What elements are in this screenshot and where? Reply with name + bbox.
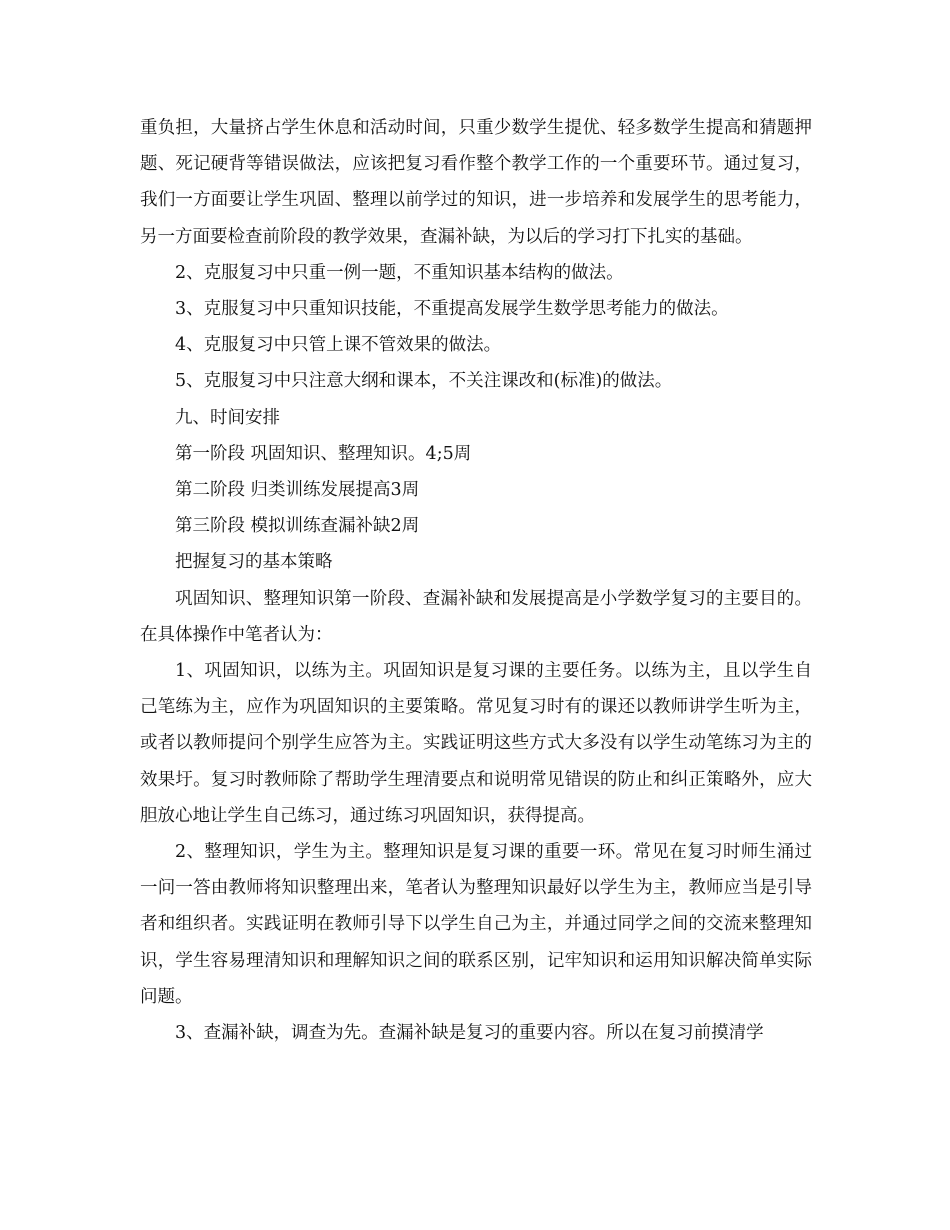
paragraph: 3、查漏补缺，调查为先。查漏补缺是复习的重要内容。所以在复习前摸清学 [175,1023,764,1044]
section-heading: 九、时间安排 [175,407,280,428]
schedule-item: 第二阶段 归类训练发展提高3周 [175,480,420,501]
schedule-item: 第三阶段 模拟训练查漏补缺2周 [175,516,420,537]
paragraph: 重负担，大量挤占学生休息和活动时间，只重少数学生提优、轻多数学生提高和猜题押题、死记硬背等错误做法，应该把复习看作整个教学工作的一个重要环节。通过复习，我们一方面要让学生巩固、整理以前学过的知识，进一步培养和发展学生的思考能力，另一方面要检查前阶段的教学效果，查漏补缺，为以后的学习打下扎实的基础。 [140,118,812,247]
document-body [140,110,812,1051]
paragraph: 5、克服复习中只注意大纲和课本，不关注课改和(标准)的做法。 [175,371,673,392]
paragraph: 2、克服复习中只重一例一题，不重知识基本结构的做法。 [175,262,624,283]
section-heading: 把握复习的基本策略 [175,552,333,573]
paragraph: 4、克服复习中只管上课不管效果的做法。 [175,335,502,356]
paragraph: 3、克服复习中只重知识技能，不重提高发展学生数学思考能力的做法。 [175,299,729,320]
paragraph: 2、整理知识，学生为主。整理知识是复习课的重要一环。常见在复习时师生涌过一问一答由教师将知识整理出来，笔者认为整理知识最好以学生为主，教师应当是引导者和组织者。实践证明在教师引导下以学生自己为主，并通过同学之间的交流来整理知识，学生容易理清知识和理解知识之间的联系区别，记牢知识和运用知识解决简单实际问题。 [140,842,812,1007]
paragraph: 1、巩固知识，以练为主。巩固知识是复习课的主要任务。以练为主，且以学生自己笔练为主，应作为巩固知识的主要策略。常见复习时有的课还以教师讲学生听为主，或者以教师提问个别学生应答为主。实践证明这些方式大多没有以学生动笔练习为主的效果圩。复习时教师除了帮助学生理清要点和说明常见错误的防止和纠正策略外，应大胆放心地让学生自己练习，通过练习巩固知识，获得提高。 [140,661,812,826]
schedule-item: 第一阶段 巩固知识、整理知识。4;5周 [175,443,472,464]
paragraph: 巩固知识、整理知识第一阶段、查漏补缺和发展提高是小学数学复习的主要目的。在具体操作中笔者认为： [140,588,812,645]
